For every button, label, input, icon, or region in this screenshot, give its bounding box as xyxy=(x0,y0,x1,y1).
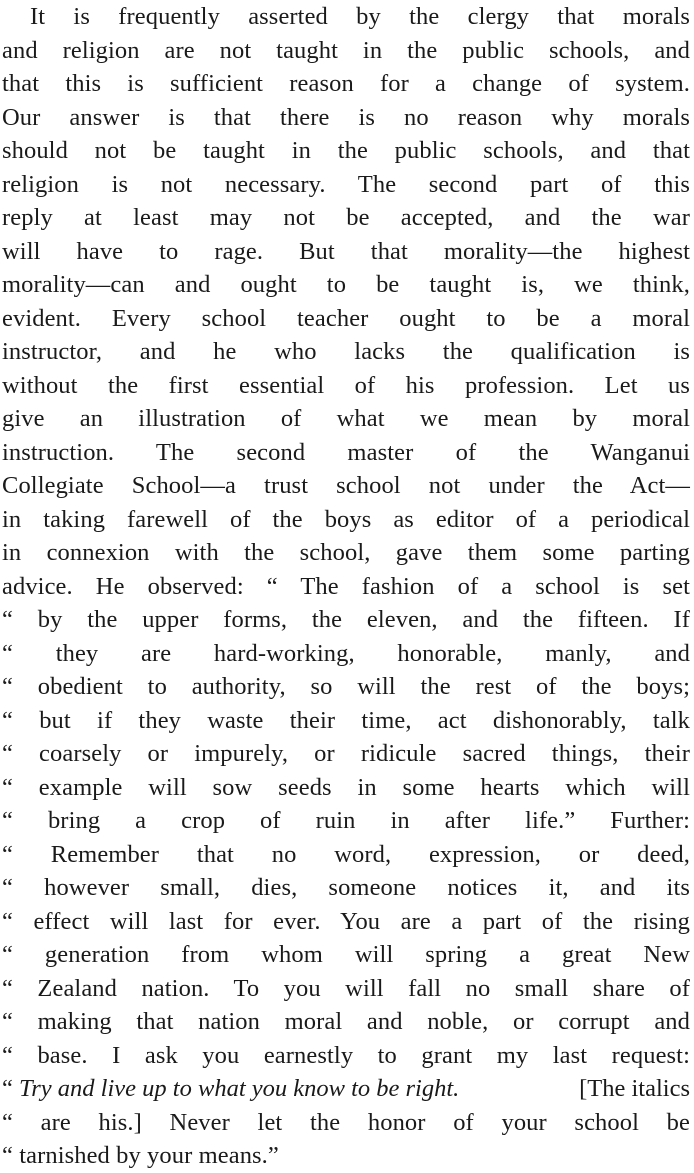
text-line: It is frequently asserted by the clergy that morals xyxy=(30,3,690,30)
text-line: “ coarsely or impurely, or ridicule sacred things, their xyxy=(2,740,690,767)
text-line: morality—can and ought to be taught is, we think, xyxy=(2,271,690,298)
text-line: religion is not necessary. The second part of this xyxy=(2,170,690,198)
italic-quote: Try and live up to what you know to be right. xyxy=(19,1075,460,1102)
text-line: “ bring a crop of ruin in after life.” Further: xyxy=(2,807,690,834)
italic-line-lead xyxy=(2,1072,459,1106)
text-line: “ obedient to authority, so will the rest of the boys; xyxy=(2,673,690,700)
text-line: “ they are hard-working, honorable, manly, and xyxy=(2,639,690,667)
text-line: “ however small, dies, someone notices it, and its xyxy=(2,874,690,901)
text-line: “ Remember that no word, expression, or deed, xyxy=(2,840,690,868)
text-line: “ effect will last for ever. You are a part of the rising xyxy=(2,907,690,935)
text-line: instructor, and he who lacks the qualification is xyxy=(2,338,690,365)
text-line: “ base. I ask you earnestly to grant my last request: xyxy=(2,1041,690,1069)
quote-mark: “ xyxy=(2,1075,13,1102)
text-line: in connexion with the school, gave them some parting xyxy=(2,539,690,566)
text-line: should not be taught in the public schools, and that xyxy=(2,137,690,164)
text-line: evident. Every school teacher ought to be a moral xyxy=(2,304,690,332)
text-line: Collegiate School—a trust school not under the Act— xyxy=(2,472,690,499)
text-line: “ generation from whom will spring a great New xyxy=(2,941,690,968)
text-line: “ by the upper forms, the eleven, and the fifteen. If xyxy=(2,606,690,633)
text-line: “ example will sow seeds in some hearts which will xyxy=(2,773,690,801)
text-line: in taking farewell of the boys as editor of a periodical xyxy=(2,505,690,533)
text-line: “ making that nation moral and noble, or corrupt and xyxy=(2,1008,690,1035)
text-line: that this is sufficient reason for a change of system. xyxy=(2,70,690,97)
text-line: will have to rage. But that morality—the highest xyxy=(2,237,690,265)
text-line: and religion are not taught in the public schools, and xyxy=(2,36,690,64)
italic-text-line xyxy=(2,1072,690,1106)
text-line: “ are his.] Never let the honor of your school be xyxy=(2,1108,690,1136)
text-line: “ tarnished by your means.” xyxy=(2,1142,279,1169)
italic-line-rest: [The italics xyxy=(579,1075,690,1102)
text-line: without the first essential of his profession. Let us xyxy=(2,371,690,399)
text-line: instruction. The second master of the Wanganui xyxy=(2,438,690,466)
article-body xyxy=(2,0,690,1173)
text-line: Our answer is that there is no reason why morals xyxy=(2,103,690,131)
text-line: reply at least may not be accepted, and the war xyxy=(2,204,690,231)
text-line: “ Zealand nation. To you will fall no small share of xyxy=(2,974,690,1002)
text-line: “ but if they waste their time, act dishonorably, talk xyxy=(2,706,690,734)
text-line: advice. He observed: “ The fashion of a school is set xyxy=(2,572,690,600)
text-line: give an illustration of what we mean by moral xyxy=(2,405,690,432)
